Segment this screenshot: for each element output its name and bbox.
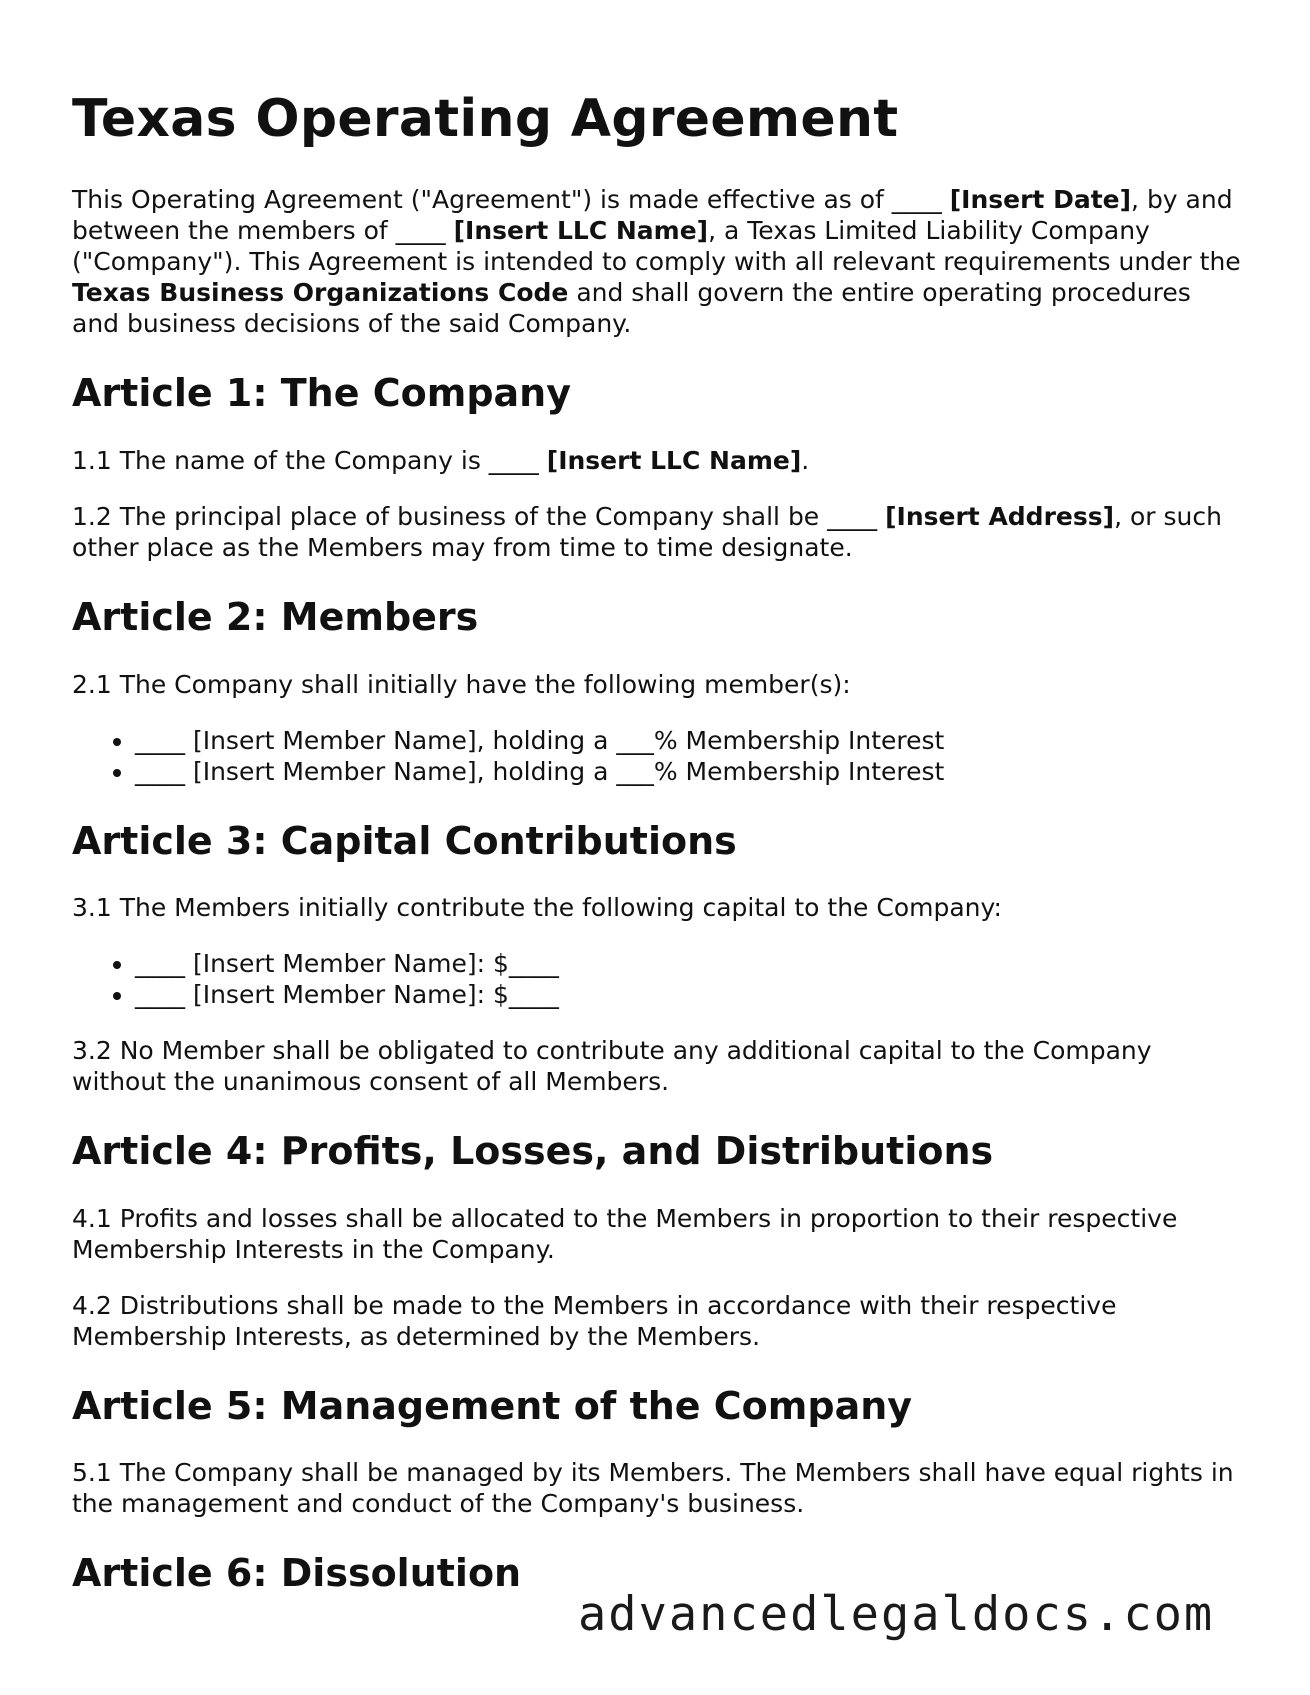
member-list-item: • ____ [Insert Member Name], holding a ___% Membership Interest — [135, 756, 1242, 787]
section-1-2 — [72, 501, 1242, 563]
section-3-2: 3.2 No Member shall be obligated to contribute any additional capital to the Company without the unanimous consent of all Members. — [72, 1036, 1152, 1097]
capital-list — [72, 948, 1242, 1010]
intro-llc-placeholder: [Insert LLC Name] — [453, 216, 709, 246]
intro-text-2: , by and between the members of ____ — [72, 185, 1233, 246]
section-3-1: 3.1 The Members initially contribute the following capital to the Company: — [72, 893, 1002, 923]
member-list — [72, 725, 1242, 787]
intro-paragraph — [72, 184, 1242, 339]
section-4-2: 4.2 Distributions shall be made to the Members in accordance with their respective Membership Interests, as determined by the Members. — [72, 1290, 1117, 1351]
section-1-1-end: . — [801, 445, 810, 475]
section-2-1: 2.1 The Company shall initially have the following member(s): — [72, 669, 851, 699]
intro-text-1: This Operating Agreement ("Agreement") is made effective as of ____ — [72, 185, 950, 215]
watermark: advancedlegaldocs.com — [578, 1587, 1215, 1642]
intro-text-3: , a Texas Limited Liability Company ("Company"). This Agreement is intended to comply with all relevant requirements under the — [72, 216, 1241, 277]
intro-code-name: Texas Business Organizations Code — [72, 278, 569, 308]
intro-text-4: and shall govern the entire operating procedures and business decisions of the said Company. — [72, 278, 1191, 339]
section-1-2-placeholder: [Insert Address] — [885, 501, 1115, 531]
intro-date-placeholder: [Insert Date] — [949, 185, 1132, 215]
section-1-1-placeholder: [Insert LLC Name] — [546, 445, 802, 475]
article-5-heading: Article 5: Management of the Company — [72, 1383, 913, 1428]
section-1-1 — [72, 445, 1242, 476]
section-4-1: 4.1 Profits and losses shall be allocated to the Members in proportion to their respective Membership Interests in the Company. — [72, 1203, 1178, 1264]
capital-list-item: • ____ [Insert Member Name]: $____ — [135, 948, 1242, 979]
section-1-1-text: 1.1 The name of the Company is ____ — [72, 445, 547, 475]
article-2-heading: Article 2: Members — [72, 594, 479, 639]
section-1-2-text: 1.2 The principal place of business of the Company shall be ____ — [72, 501, 886, 531]
article-4-heading: Article 4: Profits, Losses, and Distributions — [72, 1129, 994, 1174]
section-1-2-end: , or such other place as the Members may from time to time designate. — [72, 501, 1222, 562]
article-1-heading: Article 1: The Company — [72, 371, 571, 416]
document-page — [72, 88, 1242, 1625]
member-list-item: • ____ [Insert Member Name], holding a ___% Membership Interest — [135, 725, 1242, 756]
section-5-1: 5.1 The Company shall be managed by its Members. The Members shall have equal rights in the management and conduct of the Company's business. — [72, 1458, 1234, 1519]
article-6-heading: Article 6: Dissolution — [72, 1551, 522, 1596]
article-3-heading: Article 3: Capital Contributions — [72, 818, 737, 863]
document-title: Texas Operating Agreement — [72, 89, 899, 149]
capital-list-item: • ____ [Insert Member Name]: $____ — [135, 979, 1242, 1010]
